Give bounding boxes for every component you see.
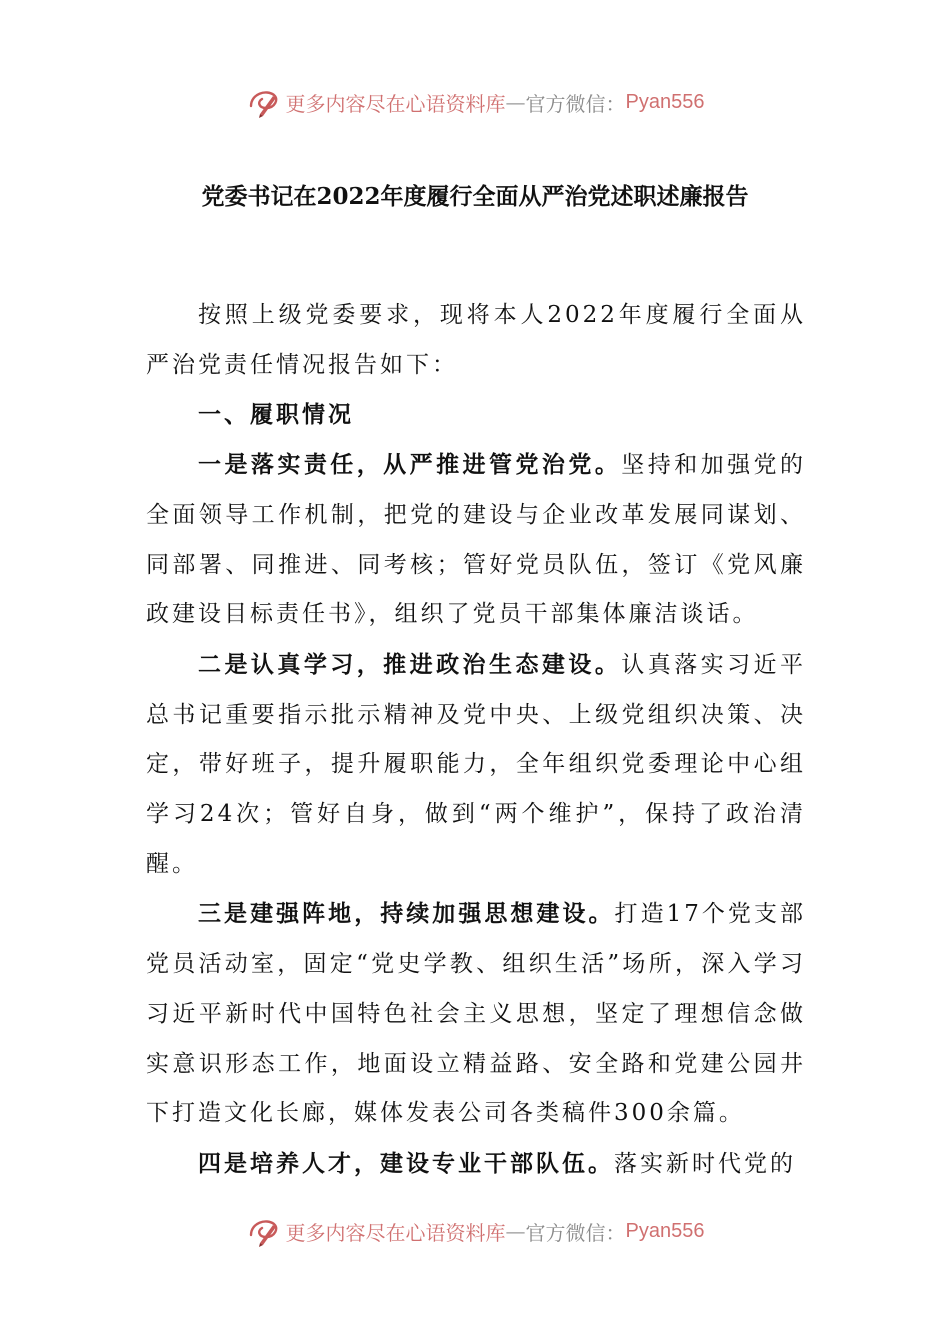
- document-title: 党委书记在2022年度履行全面从严治党述职述廉报告: [201, 183, 749, 210]
- item-paragraph: [146, 640, 806, 890]
- watermark-separator: —: [505, 90, 526, 114]
- item-body: 打造17个党支部党员活动室，固定“党史学教、组织生活”场所，深入学习习近平新时代中国特色社会主义思想，坚定了理想信念做实意识形态工作，地面设立精益路、安全路和党建公园井下打造文化长廊，媒体发表公司各类稿件300余篇。: [146, 901, 806, 1127]
- watermark-wechat-label: 官方微信：: [525, 91, 626, 116]
- item-lead: 三是建强阵地，持续加强思想建设。: [198, 900, 615, 928]
- document-body: [146, 291, 806, 1190]
- watermark-slogan: 更多内容尽在心语资料库: [285, 91, 506, 116]
- item-lead: 一是落实责任，从严推进管党治党。: [198, 451, 622, 479]
- item-paragraph: [146, 1139, 806, 1190]
- watermark-separator: —: [505, 1219, 526, 1243]
- watermark-slogan: 更多内容尽在心语资料库: [285, 1220, 506, 1245]
- item-body: 认真落实习近平总书记重要指示批示精神及党中央、上级党组织决策、决定，带好班子，提升履职能力，全年组织党委理论中心组学习24次；管好自身，做到“两个维护”，保持了政治清醒。: [146, 651, 807, 877]
- watermark-wechat-id: Pyan556: [625, 90, 705, 113]
- footer-watermark-banner: [0, 1211, 950, 1251]
- watermark-wechat-label: 官方微信：: [525, 1220, 626, 1245]
- item-paragraph: [146, 440, 806, 640]
- intro-paragraph: 按照上级党委要求，现将本人2022年度履行全面从严治党责任情况报告如下：: [146, 302, 806, 378]
- item-body: 坚持和加强党的全面领导工作机制，把党的建设与企业改革发展同谋划、同部署、同推进、同考核；管好党员队伍，签订《党风廉政建设目标责任书》，组织了党员干部集体廉洁谈话。: [146, 452, 807, 628]
- item-lead: 二是认真学习，推进政治生态建设。: [198, 650, 622, 678]
- header-watermark-banner: [0, 82, 950, 122]
- item-body: 落实新时代党的: [614, 1150, 796, 1177]
- pen-swirl-logo-icon: [246, 84, 282, 120]
- item-paragraph: [146, 889, 806, 1139]
- pen-swirl-logo-icon: [246, 1213, 282, 1249]
- watermark-wechat-id: Pyan556: [625, 1219, 705, 1242]
- item-lead: 四是培养人才，建设专业干部队伍。: [198, 1149, 614, 1177]
- section-heading: 一、履职情况: [198, 401, 354, 429]
